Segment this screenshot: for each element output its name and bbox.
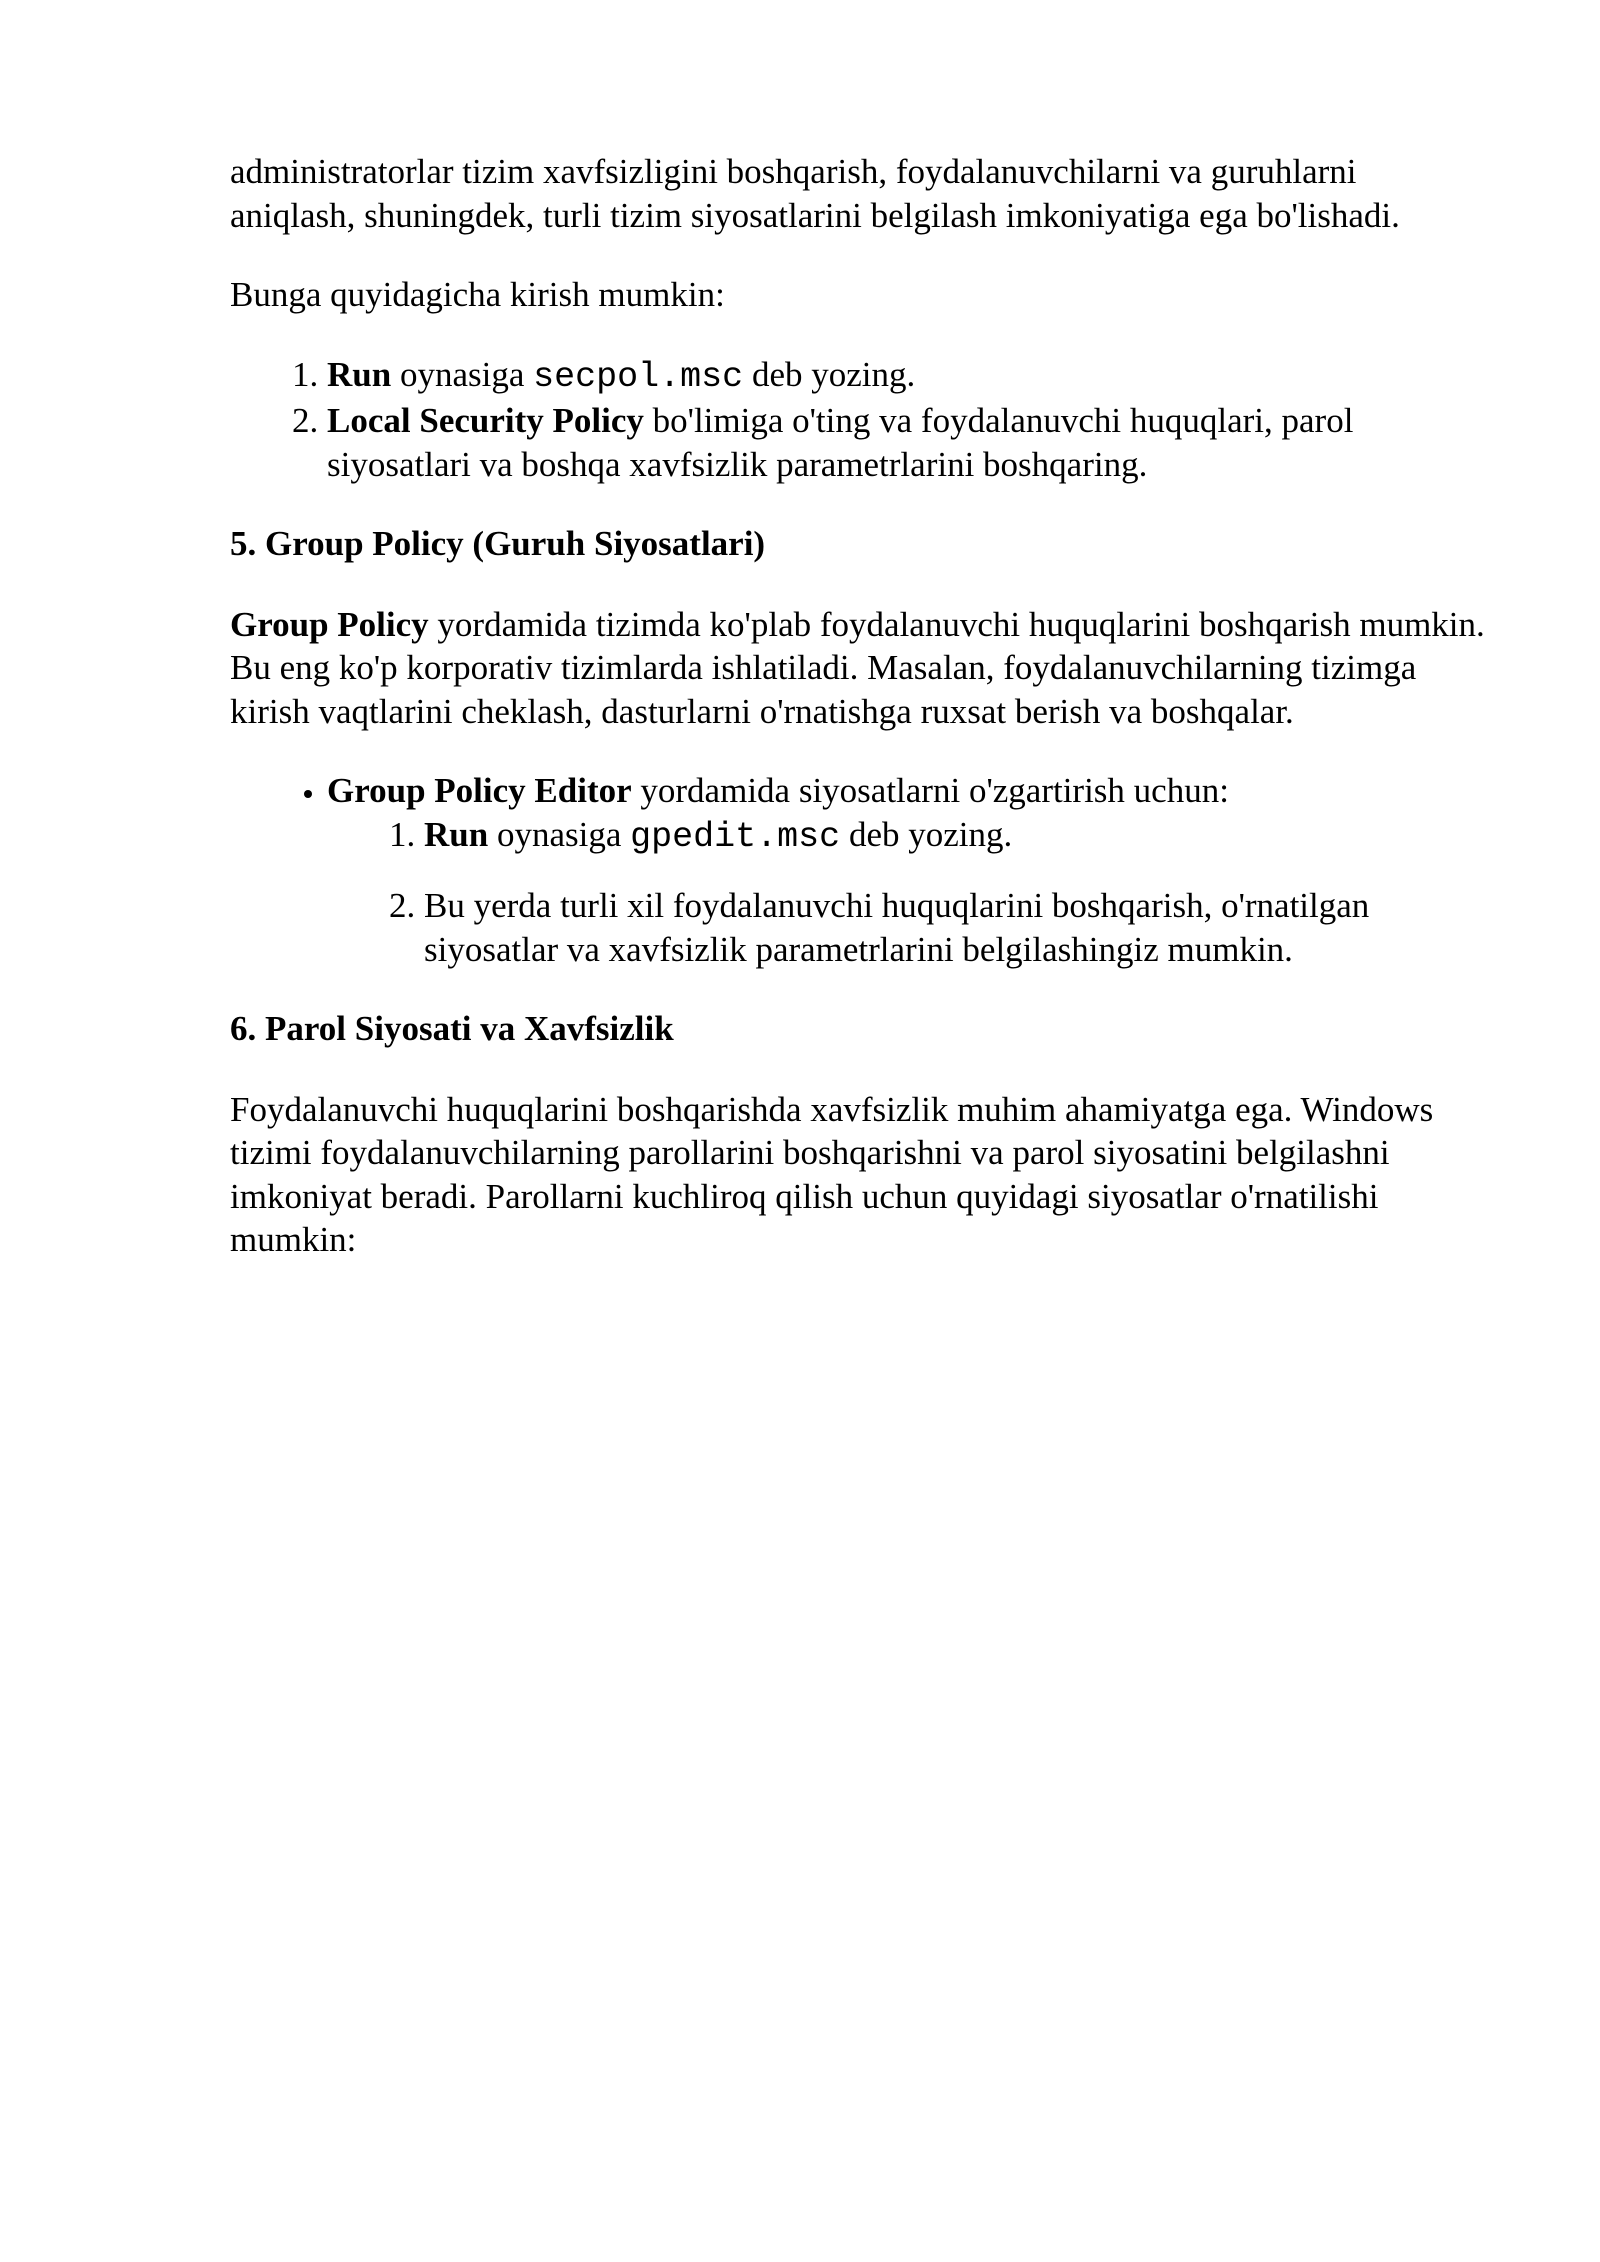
- group-policy-editor-term: Group Policy Editor: [327, 771, 632, 810]
- local-security-policy-label: Local Security Policy: [327, 401, 644, 440]
- section-6-heading: 6. Parol Siyosati va Xavfsizlik: [230, 1009, 674, 1048]
- secpol-steps-list: [230, 353, 1490, 487]
- password-policy-paragraph: Foydalanuvchi huquqlarini boshqarishda xavfsizlik muhim ahamiyatga ega. Windows tizimi foydalanuvchilarning parollarini boshqarishni va parol siyosatini belgilashni imkoniyat beradi. Parollarni kuchliroq qilish uchun quyidagi siyosatlar o'rnatilishi mumkin:: [230, 1089, 1434, 1259]
- secpol-step-2: [327, 399, 1490, 486]
- step-text: deb yozing.: [743, 354, 916, 394]
- group-policy-editor-list: [230, 769, 1490, 971]
- group-policy-paragraph: [230, 603, 1490, 734]
- secpol-step-1: [327, 353, 1490, 400]
- section-5-heading: 5. Group Policy (Guruh Siyosatlari): [230, 524, 766, 563]
- step-text: oynasiga: [391, 354, 534, 394]
- gpedit-step-1: [424, 813, 1490, 860]
- run-label: Run: [424, 814, 489, 854]
- group-policy-text: yordamida tizimda ko'plab foydalanuvchi huquqlarini boshqarish mumkin. Bu eng ko'p korporativ tizimlarda ishlatiladi. Masalan, foydalanuvchilarning tizimga kirish vaqtlarini cheklash, dasturlarni o'rnatishga ruxsat berish va boshqalar.: [230, 604, 1485, 731]
- gpedit-step-2: 2. Bu yerda turli xil foydalanuvchi huquqlarini boshqarish, o'rnatilgan siyosatlar va xavfsizlik parametrlarini belgilashingiz mumkin.: [424, 884, 1490, 971]
- step-text: oynasiga: [488, 814, 631, 854]
- gpedit-steps-list: [327, 813, 1490, 972]
- group-policy-editor-item: [327, 769, 1490, 971]
- run-label: Run: [327, 354, 392, 394]
- step-text: deb yozing.: [840, 814, 1013, 854]
- intro-paragraph: administratorlar tizim xavfsizligini boshqarish, foydalanuvchilarni va guruhlarni aniqlash, shuningdek, turli tizim siyosatlarini belgilash imkoniyatiga ega bo'lishadi.: [230, 152, 1400, 235]
- gpedit-command: gpedit.msc: [630, 816, 841, 857]
- group-policy-term: Group Policy: [230, 604, 429, 644]
- secpol-command: secpol.msc: [533, 356, 744, 397]
- step-text: bo'limiga o'ting va foydalanuvchi huquqlari, parol siyosatlari va boshqa xavfsizlik parametrlarini boshqaring.: [327, 401, 1354, 484]
- bullet-text: yordamida siyosatlarni o'zgartirish uchun:: [631, 771, 1229, 810]
- access-lead-paragraph: Bunga quyidagicha kirish mumkin:: [230, 275, 725, 314]
- document-body: [230, 150, 1490, 1262]
